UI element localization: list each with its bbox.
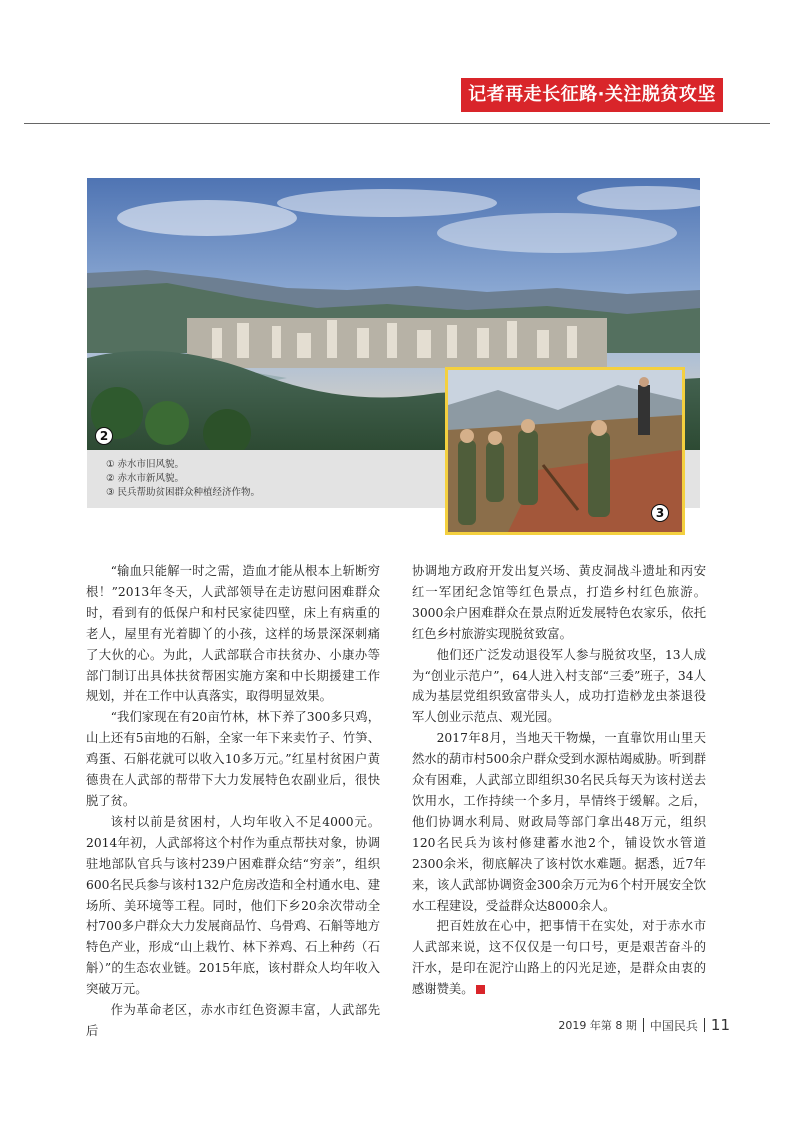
article-end-mark-icon <box>476 985 485 994</box>
publication-name: 中国民兵 <box>649 1018 698 1033</box>
paragraph-continued: 协调地方政府开发出复兴场、黄皮洞战斗遗址和丙安红一军团纪念馆等红色景点，打造乡村红色旅游。3000余户困难群众在景点附近发展特色农家乐，依托红色乡村旅游实现脱贫致富。 <box>412 564 706 641</box>
page-footer <box>558 1016 730 1034</box>
paragraph: 他们还广泛发动退役军人参与脱贫攻坚，13人成为“创业示范户”，64人进入村支部“三委”班子，34人成为基层党组织致富带头人，成功打造桫龙虫茶退役军人创业示范点、观光园。 <box>412 647 706 725</box>
photo-3-number-badge: 3 <box>651 504 669 522</box>
paragraph: 2017年8月，当地天干物燥，一直靠饮用山里天然水的葫市村500余户群众受到水源枯竭威胁。听到群众有困难，人武部立即组织30名民兵每天为该村送去饮用水，工作持续一个多月，旱情终于缓解。之后，他们协调水利局、财政局等部门拿出48万元，组织120名民兵为该村修建蓄水池2个，铺设饮水管道2300余米，彻底解决了该村饮水难题。据悉，近7年来，该人武部协调资金300余万元为6个村开展安全饮水工程建设，受益群众达8000余人。 <box>412 731 707 913</box>
footer-divider <box>643 1018 644 1032</box>
page-number: 11 <box>710 1016 730 1034</box>
paragraph <box>412 916 706 1000</box>
footer-divider <box>704 1018 705 1032</box>
photo-2-number-badge: 2 <box>95 427 113 445</box>
article-right-column <box>412 561 706 1000</box>
paragraph: “输血只能解一时之需，造血才能从根本上斩断穷根！”2013年冬天，人武部领导在走访慰问困难群众时，看到有的低保户和村民家徒四壁，床上有病重的老人，屋里有光着脚丫的小孩，这样的场景深深刺痛了大伙的心。为此，人武部联合市扶贫办、小康办等部门制订出具体扶贫帮困实施方案和中长期援建工作规划，并在工作中认真落实，取得明显效果。 <box>86 564 380 704</box>
closing-paragraph-text: 把百姓放在心中，把事情干在实处，对于赤水市人武部来说，这不仅仅是一句口号，更是艰苦奋斗的汗水，是印在泥泞山路上的闪光足迹，是群众由衷的感谢赞美。 <box>412 919 706 997</box>
article-left-column <box>86 561 380 1042</box>
paragraph: 该村以前是贫困村，人均年收入不足4000元。2014年初，人武部将这个村作为重点帮扶对象，协调驻地部队官兵与该村239户困难群众结“穷亲”，组织600名民兵参与该村132户危房改造和全村通水电、建场所、美环境等工程。同时，他们下乡20余次带动全村700多户群众大力发展商品竹、乌骨鸡、石斛等地方特色产业，形成“山上栽竹、林下养鸡、石上种药（石斛）”的生态农业链。2015年底，该村群众人均年收入突破万元。 <box>86 814 381 997</box>
issue-label: 2019 年第 8 期 <box>558 1019 637 1032</box>
section-banner: 记者再走长征路·关注脱贫攻坚 <box>461 78 723 112</box>
header-divider <box>24 123 770 124</box>
paragraph: “我们家现在有20亩竹林，林下养了300多只鸡，山上还有5亩地的石斛，全家一年下来卖竹子、竹笋、鸡蛋、石斛花就可以收入10多万元。”红星村贫困户黄德贵在人武部的帮带下大力发展特色农副业后，很快脱了贫。 <box>86 710 380 808</box>
caption-1: ① 赤水市旧风貌。 <box>106 459 185 470</box>
caption-3: ③ 民兵帮助贫困群众种植经济作物。 <box>106 487 261 498</box>
paragraph: 作为革命老区，赤水市红色资源丰富，人武部先后 <box>86 1003 380 1038</box>
photo-captions <box>106 458 260 500</box>
militia-planting-photo <box>445 367 685 535</box>
caption-2: ② 赤水市新风貌。 <box>106 473 185 484</box>
